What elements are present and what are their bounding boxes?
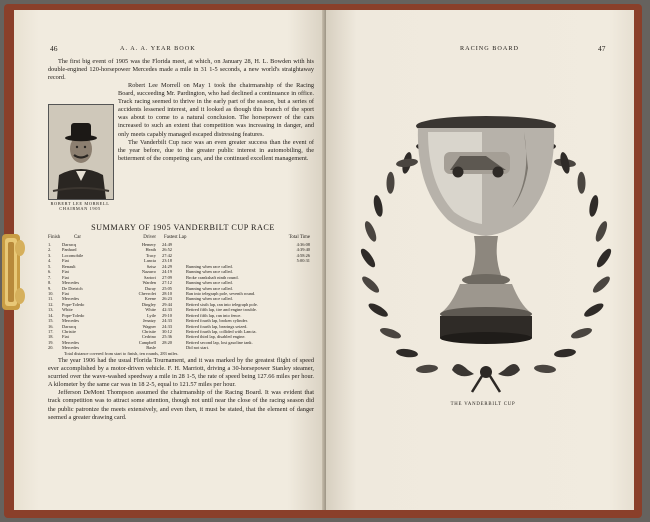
cell-driver: Nazarro: [141, 269, 156, 275]
cell-finish: 20.: [48, 345, 54, 351]
cell-lap: 24:33: [162, 323, 173, 329]
cell-lap: 27:09: [162, 274, 173, 280]
left-text-wrap: [118, 82, 314, 163]
cell-car: Fiat: [62, 290, 69, 296]
laurel-leaf: [570, 326, 593, 341]
cell-driver: Christie: [142, 329, 156, 334]
header-finish: Finish: [48, 235, 61, 240]
header-total-time: Total Time: [288, 235, 310, 240]
cell-lap: 28:10: [162, 290, 173, 296]
page-number-right: 47: [598, 44, 606, 53]
portrait-caption-name: ROBERT LEE MORRELL: [50, 201, 110, 206]
left-text-top: [48, 58, 314, 82]
cell-lap: 28:20: [162, 339, 173, 345]
cell-finish: 14.: [48, 312, 54, 318]
cell-lap: 29:10: [162, 312, 173, 318]
cell-car: Fiat: [62, 274, 69, 280]
cell-note: Retired fifth lap, ran into fence.: [186, 312, 242, 318]
laurel-leaf: [372, 194, 384, 217]
cell-note: Retired fourth lap, bearings seized.: [186, 323, 248, 329]
trophy-caption: THE VANDERBILT CUP: [450, 402, 516, 407]
cell-driver: Lytle: [146, 312, 156, 318]
running-head-right: RACING BOARD: [460, 45, 519, 52]
cell-car: Mercedes: [62, 339, 80, 345]
cell-lap: 24:29: [162, 263, 173, 269]
cell-car: Darracq: [62, 242, 77, 247]
cell-finish: 12.: [48, 301, 54, 307]
laurel-leaf: [379, 326, 402, 341]
paragraph: Robert Lee Morrell on May 1 took the chairmanship of the Racing Board, succeeding Mr. Pardington, who had declined a continuance in office. Track racing seemed to thrive in the early part of the season, but a series of accidents lessened interest, and it looked as though this branch of the sport was about to come to a natural conclusion. The horsepower of the cars increased to such an extent that competition was increasing in danger, and only meets capably managed escaped distressing features.: [118, 82, 314, 138]
summary-title: SUMMARY OF 1905 VANDERBILT CUP RACE: [91, 223, 275, 232]
laurel-leaf: [594, 247, 613, 270]
laurel-leaf: [593, 220, 609, 243]
cell-note: Did not start.: [186, 345, 210, 351]
cell-driver: White: [145, 307, 156, 313]
table-body: [48, 242, 310, 351]
portrait-illustration: [49, 105, 113, 199]
cell-car: Christie: [62, 329, 76, 334]
cell-finish: 15.: [48, 318, 54, 324]
cell-finish: 13.: [48, 307, 54, 313]
laurel-leaf: [386, 172, 394, 194]
cell-lap: 24:49: [162, 242, 173, 247]
cell-finish: 7.: [48, 274, 52, 280]
cell-car: Locomobile: [62, 252, 84, 258]
cell-finish: 5.: [48, 263, 52, 269]
cell-lap: 42:33: [162, 307, 173, 313]
cell-finish: 18.: [48, 334, 54, 340]
cell-note: Retired third lap, disabled engine.: [186, 334, 246, 340]
cell-car: Pope-Toledo: [62, 301, 85, 307]
cell-car: Renault: [62, 263, 76, 269]
laurel-leaf: [588, 194, 600, 217]
cell-lap: 27:12: [162, 280, 173, 286]
cell-lap: 25:05: [162, 285, 173, 291]
cell-driver: Chevrolet: [138, 290, 156, 296]
cell-note: Retired fourth lap, broken cylinder.: [186, 318, 248, 324]
table-footnote: Total distance covered from start to finish, ten rounds, 283 miles.: [64, 350, 179, 356]
cell-driver: Dingley: [141, 301, 156, 307]
cell-note: Broke crankshaft ninth round.: [186, 274, 239, 280]
laurel-leaf: [416, 364, 439, 374]
cell-note: Retired fifth lap, tire and engine trouble.: [186, 307, 257, 313]
header-fastest-lap: Fastest Lap: [164, 235, 187, 240]
cell-driver: Wagner: [142, 323, 156, 329]
cell-driver: Cedrino: [141, 334, 156, 340]
cell-car: Fiat: [62, 334, 69, 340]
cell-car: De Dietrich: [62, 285, 83, 291]
cell-driver: Keene: [144, 296, 156, 302]
cell-finish: 6.: [48, 269, 52, 275]
cell-driver: Lancia: [144, 258, 156, 264]
portrait-caption-title: CHAIRMAN 1905: [59, 206, 101, 211]
cell-driver: Szisz: [146, 263, 156, 269]
cell-driver: Hemery: [141, 242, 156, 247]
cell-note: Running when race called.: [186, 269, 233, 275]
laurel-leaf: [363, 220, 379, 243]
cell-finish: 10.: [48, 290, 54, 296]
laurel-leaf: [591, 274, 613, 295]
laurel-leaf: [396, 348, 419, 359]
cell-finish: 11.: [48, 296, 54, 302]
cell-car: Mercedes: [62, 296, 80, 302]
cell-note: Retired sixth lap, ran into telegraph pole.: [186, 301, 258, 307]
ribbon-bow: [452, 364, 520, 392]
cell-note: Running when race called.: [186, 263, 233, 269]
cell-total: 4:36:08: [296, 242, 310, 247]
cell-note: Retired second lap, lost gasoline tank.: [186, 339, 253, 345]
cell-finish: 16.: [48, 323, 54, 329]
laurel-leaf: [577, 172, 585, 194]
portrait-photo: [48, 104, 114, 200]
paragraph: The first big event of 1905 was the Florida meet, at which, on January 28, H. L. Bowden with his double-engined 120-horsepower Mercedes made a mile in 31 1-5 seconds, a new world's straightaway record.: [48, 58, 314, 82]
cell-car: Mercedes: [62, 318, 80, 324]
laurel-leaf: [582, 301, 605, 319]
cell-driver: Jenatzy: [142, 318, 156, 324]
cell-total: 4:58:26: [296, 252, 310, 258]
cell-finish: 9.: [48, 285, 52, 291]
cell-driver: Sartori: [144, 274, 156, 280]
laurel-leaf: [367, 301, 390, 319]
cell-finish: 19.: [48, 339, 54, 345]
running-head-left: A. A. A. YEAR BOOK: [120, 45, 196, 52]
laurel-leaf: [554, 348, 577, 359]
binder-clip-icon: [0, 228, 26, 316]
laurel-leaf: [534, 364, 557, 374]
trophy-cup: [416, 116, 556, 344]
cell-finish: 1.: [48, 242, 52, 247]
left-text-bottom: [48, 357, 314, 422]
cell-finish: 17.: [48, 329, 54, 334]
cell-note: Running when race called.: [186, 285, 233, 291]
cell-driver: Basle: [146, 345, 156, 351]
table-header: [48, 235, 310, 242]
cell-finish: 8.: [48, 280, 52, 286]
cell-driver: Heath: [145, 247, 156, 253]
header-driver: Driver: [143, 235, 156, 240]
cell-lap: 25:36: [162, 334, 173, 340]
header-car: Car: [74, 235, 82, 240]
cell-note: Retired fourth lap, collided with Lancia.: [186, 329, 257, 334]
cell-car: White: [62, 307, 73, 313]
cell-finish: 3.: [48, 252, 52, 258]
page-number-left: 46: [50, 44, 58, 53]
cell-car: Mercedes: [62, 345, 80, 351]
vanderbilt-cup-trophy-image: [356, 108, 616, 398]
portrait-caption: [44, 201, 116, 211]
cell-car: Darracq: [62, 323, 77, 329]
cell-car: Panhard: [62, 247, 77, 253]
cell-finish: 4.: [48, 258, 52, 264]
cell-car: Pope-Toledo: [62, 312, 85, 318]
cell-finish: 2.: [48, 247, 52, 253]
cell-car: Mercedes: [62, 280, 80, 286]
cell-total: 5:00:31: [296, 258, 310, 264]
cell-car: Fiat: [62, 269, 69, 275]
paragraph: The year 1906 had the usual Florida Tournament, and it was marked by the greatest flight of speed ever accomplished by a motor-driven vehicle. F. H. Marriott, driving a 30-horsepower Stanley steamer, scurried over the wave-washed speedway a mile in 28 1-5, the rate of speed being 127.66 miles per hour. A kilometer by the same car was in 18 2-5, equal to 121.57 miles per hour.: [48, 357, 314, 389]
cell-lap: 26:52: [162, 247, 173, 253]
cell-lap: 26:23: [162, 296, 173, 302]
cell-note: Running when race called.: [186, 296, 233, 302]
cell-lap: 24:19: [162, 269, 173, 275]
cell-lap: 24:33: [162, 318, 173, 324]
laurel-leaf: [396, 158, 419, 169]
cell-lap: 27:42: [162, 252, 173, 258]
laurel-leaf: [360, 274, 382, 295]
laurel-leaf: [358, 247, 377, 270]
cell-driver: Tracy: [145, 252, 156, 258]
cell-lap: 23:18: [162, 258, 173, 264]
results-table: [48, 235, 310, 357]
cell-note: Running when race called.: [186, 280, 233, 286]
cell-driver: Warden: [142, 280, 156, 286]
cell-lap: 30:12: [162, 329, 173, 334]
cell-total: 4:39:40: [296, 247, 310, 253]
cell-note: Ran into telegraph pole, seventh round.: [186, 290, 256, 296]
cell-car: Fiat: [62, 258, 69, 264]
cell-lap: 29:44: [162, 301, 173, 307]
cell-driver: Campbell: [138, 339, 156, 345]
paragraph: Jefferson DeMont Thompson assumed the chairmanship of the Racing Board. It was evident that track competition was to attract some attention, though not until near the close of the racing season did the public patronize the meets extensively, and even then, it must be stated, that the element of danger seemed a greater drawing card.: [48, 389, 314, 421]
cell-driver: Duray: [145, 285, 156, 291]
paragraph: The Vanderbilt Cup race was an even greater success than the event of the year before, due to the greater public interest in automobiling, the betterment of the competing cars, and the continued excellent management.: [118, 138, 314, 162]
